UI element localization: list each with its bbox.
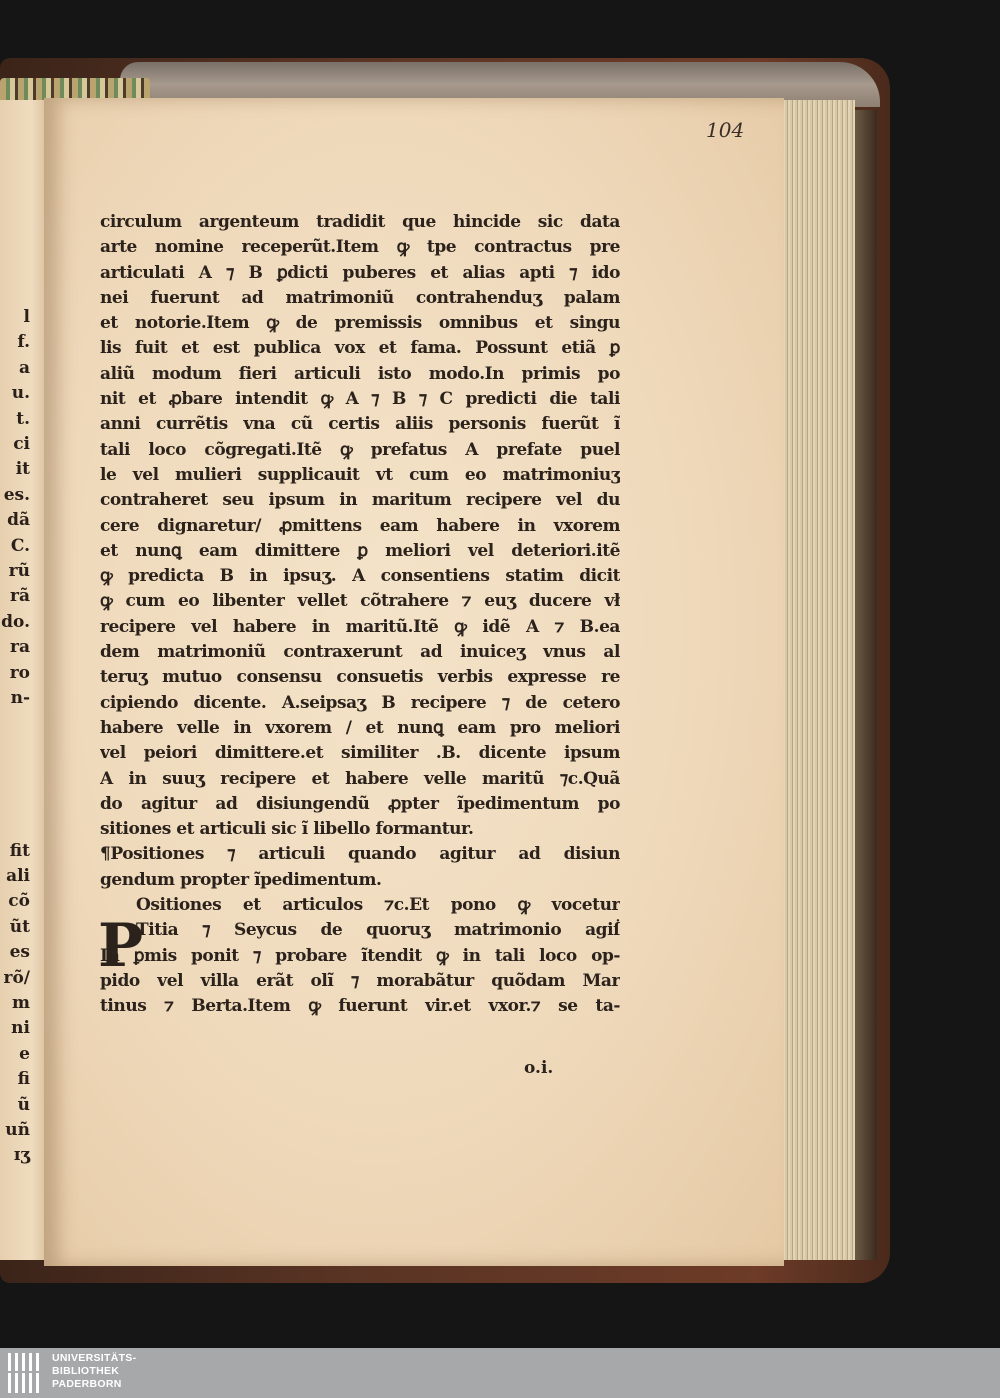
text-line: le vel mulieri supplicauit vt cum eo matrimoniuʒ <box>100 464 620 485</box>
text-line: et notorie.Item ꝙ de premissis omnibus et singu <box>100 313 620 334</box>
text-line: habere velle in vxorem / et nunꝗ eam pro meliori <box>100 717 620 738</box>
left-page-fragment: do. <box>1 611 30 632</box>
text-line: lis fuit et est publica vox et fama. Possunt etiã ꝑ <box>100 338 620 359</box>
text-line: vel peiori dimittere.et similiter .B. dicente ipsum <box>100 743 620 764</box>
left-page-fragment: ũt <box>9 916 30 937</box>
cover-edge <box>855 110 877 1260</box>
left-page-fragment: cõ <box>8 891 30 912</box>
main-text-block <box>100 210 620 1020</box>
left-page-fragment: rã <box>10 586 30 607</box>
library-name-line-2: BIBLIOTHEK <box>52 1365 120 1377</box>
left-page-fragment: C. <box>10 535 30 556</box>
text-line: cere dignaretur/ ꝓmittens eam habere in vxorem <box>100 515 620 536</box>
text-line: aliũ modum fieri articuli isto modo.In primis po <box>100 363 620 384</box>
text-line: articulati A ⁊ B ꝑdicti puberes et alias apti ⁊ ido <box>100 262 620 283</box>
text-line: tinus ⁊ Berta.Item ꝙ fuerunt vir.et vxor.⁊ se ta- <box>100 996 620 1017</box>
library-logo-icon <box>6 1351 46 1395</box>
signature-mark: o.i. <box>524 1058 554 1078</box>
left-page-fragment: uñ <box>5 1120 30 1140</box>
left-page-fragment: l <box>23 307 30 327</box>
left-page-fragment: ni <box>11 1018 30 1039</box>
left-page-fragment: rõ/ <box>3 967 30 988</box>
text-line: pido vel villa erãt olĩ ⁊ morabãtur quõdam Mar <box>100 970 620 991</box>
text-line: gendum propter ĩpedimentum. <box>100 869 382 890</box>
text-line: et nunꝗ eam dimittere ꝑ meliori vel deteriori.itẽ <box>100 540 620 561</box>
text-line: tali loco cõgregati.Itẽ ꝙ prefatus A prefate puel <box>100 439 620 460</box>
left-page-fragment: f. <box>17 332 30 353</box>
left-page-fragment <box>0 737 30 762</box>
left-page-fragment: m <box>12 992 30 1013</box>
text-line: dem matrimoniũ contraxerunt ad inuiceʒ vnus al <box>100 642 620 663</box>
text-line: ꝙ predicta B in ipsuʒ. A consentiens statim dicit <box>100 566 620 587</box>
left-page-fragment: ci <box>13 434 30 455</box>
text-line: nei fuerunt ad matrimoniũ contrahenduʒ palam <box>100 287 620 308</box>
text-line: Titia ⁊ Seycus de quoruʒ matrimonio agiẛ <box>136 920 620 941</box>
folio-number: 104 <box>706 118 745 142</box>
left-page-fragment: fi <box>17 1069 30 1090</box>
text-line: contraheret seu ipsum in maritum recipere vel du <box>100 490 620 511</box>
text-line: A in suuʒ recipere et habere velle maritũ ⁊c.Quã <box>100 768 620 789</box>
left-page-fragment: u. <box>11 383 30 404</box>
left-page-fragment: ɪʒ <box>13 1145 30 1166</box>
left-page-fragment: dã <box>7 510 30 531</box>
left-page-fragment: fit <box>9 840 30 861</box>
left-page-fragment <box>0 712 30 737</box>
text-line: arte nomine receperũt.Item ꝙ tpe contractus pre <box>100 237 620 258</box>
text-line: cipiendo dicente. A.seipsaʒ B recipere ⁊ de cetero <box>100 692 620 713</box>
left-page-fragment: es. <box>3 484 30 505</box>
text-line: Ositiones et articulos ⁊c.Et pono ꝙ vocetur <box>136 895 620 916</box>
footer-bar <box>0 1348 1000 1398</box>
left-page-fragment: ro <box>9 662 30 683</box>
left-page-fragment: it <box>15 459 30 480</box>
text-line: In ꝑmis ponit ⁊ probare ĩtendit ꝙ in tali loco op- <box>100 945 620 966</box>
text-line: teruʒ mutuo consensu consuetis verbis expresse re <box>100 667 620 688</box>
text-line: nit et ꝓbare intendit ꝙ A ⁊ B ⁊ C predicti die tali <box>100 389 620 410</box>
library-name <box>52 1352 136 1391</box>
left-page-text-fragments <box>0 305 30 1169</box>
left-page-fragment <box>0 762 30 787</box>
text-line: recipere vel habere in maritũ.Itẽ ꝙ idẽ A ⁊ B.ea <box>100 616 620 637</box>
left-page-fragment: t. <box>16 408 30 429</box>
text-line: anni currẽtis vna cũ certis aliis personis fuerũt ĩ <box>100 414 620 435</box>
initial-letter: P <box>98 911 144 981</box>
text-line: ꝙ cum eo libenter vellet cõtrahere ⁊ euʒ ducere vł <box>100 591 620 612</box>
left-page-fragment: e <box>19 1043 30 1064</box>
left-page-fragment: ali <box>6 865 30 886</box>
left-page-fragment <box>0 813 30 838</box>
text-line: do agitur ad disiungendũ ꝓpter ĩpedimentum po <box>100 793 620 814</box>
text-line: circulum argenteum tradidit que hincide sic data <box>100 212 620 232</box>
left-page-fragment <box>0 788 30 813</box>
left-page-fragment: ũ <box>17 1094 30 1115</box>
text-line: sitiones et articuli sic ĩ libello formantur. <box>100 819 474 840</box>
left-page-fragment: rũ <box>8 561 30 582</box>
left-page-fragment: a <box>18 357 30 378</box>
text-line: ¶Positiones ⁊ articuli quando agitur ad disiun <box>100 844 620 865</box>
library-name-line-3: PADERBORN <box>52 1378 122 1390</box>
library-name-line-1: UNIVERSITÄTS- <box>52 1352 137 1364</box>
left-page-fragment: es <box>9 942 30 963</box>
left-page-fragment: ra <box>10 637 30 658</box>
left-page-fragment: n- <box>10 688 30 709</box>
